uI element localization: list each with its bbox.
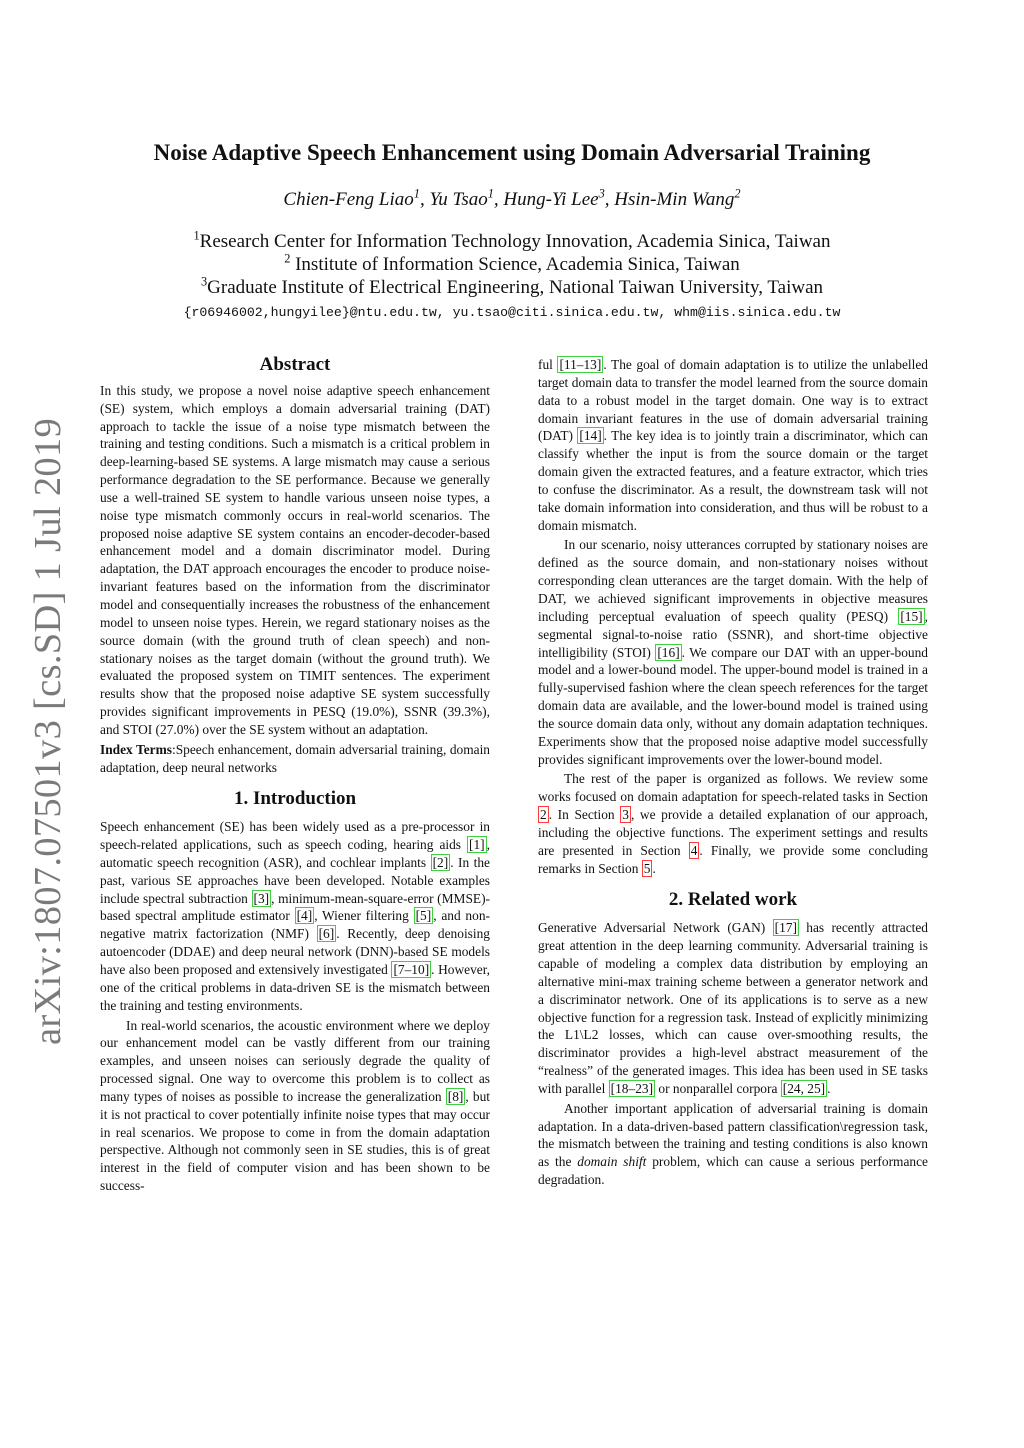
author: Hsin-Min Wang$^2$ <box>614 186 741 210</box>
affiliation: $^1$Research Center for Information Technology Innovation, Academia Sinica, Taiwan <box>193 228 831 252</box>
citation-link[interactable]: [1] <box>469 837 485 853</box>
intro-paragraph-1: Speech enhancement (SE) has been widely used as a pre-processor in speech-related applications, such as speech coding, hearing aids [1] , automatic speech recognition (ASR), and cochlear implants [2] . In the past, various SE approaches have been developed. Notable examples include spectral subtraction [3] , minimum-mean-square-error (MMSE)-based spectral amplitude estimator [4] , Wiener filtering [5] , and non-negative matrix factorization (NMF) [6] . Recently, deep denoising autoencoder (DDAE) and deep neural network (DNN)-based SE models have also been proposed and extensively investigated [7–10] . However, one of the critical problems in data-driven SE is the mismatch between the training and testing environments. <box>100 819 491 1013</box>
section-link[interactable]: 5 <box>643 860 651 876</box>
citation-link[interactable]: [3] <box>253 890 270 906</box>
abstract-heading: Abstract <box>259 354 331 375</box>
author: Yu Tsao$^1$, <box>429 186 504 210</box>
intro-paragraph-4: In our scenario, noisy utterances corrupted by stationary noises are defined as the source domain, and non-stationary noises without corresponding clean utterances are the target domain. With the help of DAT, we achieved significant improvements in objective measures including perceptual evaluation of speech quality (PESQ) [15] , segmental signal-to-noise ratio (SSNR), and short-time objective intelligibility (STOI) [16] . We compare our DAT with an upper-bound model and a lower-bound model. The upper-bound model is trained in a fully-supervised fashion where the clean speech references for the target domain data are available, and the lower-bound model is trained using the source domain data only, without any domain adaptation techniques. Experiments show that the proposed noise adaptive model successfully provides significant improvements over the lower-bound model. <box>538 537 929 767</box>
introduction-heading: 1. Introduction <box>233 788 357 810</box>
author: Chien-Feng Liao$^1$, <box>283 186 430 210</box>
citation-link[interactable]: [5] <box>415 908 432 924</box>
right-column <box>538 356 928 1189</box>
citation-link[interactable]: [6] <box>318 926 335 942</box>
abstract-text: In this study, we propose a novel noise adaptive speech enhancement (SE) system, which employs a domain adversarial training (DAT) approach to tackle the issue of a noise type mismatch between the training and testing conditions. Such a mismatch is a critical problem in deep-learning-based SE systems. A large mismatch may cause a serious performance degradation to the SE performance. Because we generally use a well-trained SE system to handle various unseen noise types, a noise type mismatch commonly occurs in real-world scenarios. The proposed noise adaptive SE system contains an encoder-decoder-based enhancement model and a domain discriminator model. During adaptation, the DAT approach encourages the encoder to produce noise-invariant features based on the information from the discriminator model and consequentially increases the robustness of the enhancement model to unseen noise types. Herein, we regard stationary noises as the source domain (with the ground truth of clean speech) and non-stationary noises as the target domain (without the ground truth). We evaluated the proposed system on TIMIT sentences. The experiment results show that the proposed noise adaptive SE system successfully provides significant improvements in PESQ (19.0%), SSNR (39.3%), and STOI (27.0%) over the SE system without an adaptation. <box>100 382 490 737</box>
citation-link[interactable]: [14] <box>579 428 602 444</box>
citation-link[interactable]: [24, 25] <box>782 1080 826 1096</box>
citation-link[interactable]: [17] <box>774 920 797 936</box>
citation-link[interactable]: [16] <box>657 644 680 660</box>
related-paragraph-1: Generative Adversarial Network (GAN) [17] has recently attracted great attention in the deep learning community. Adversarial training is capable of modeling a complex data distribution by employing an alternative mini-max training scheme between a generator network and a discriminator network. One of its applications is to serve as a new objective function for a regression task. Instead of explicitly minimizing the L1\L2 losses, which can cause over-smoothing results, the discriminator provides a high-level abstract measurement of the “realness” of the generated images. This idea has been used in SE tasks with parallel [18–23] or nonparallel corpora [24, 25] . <box>538 920 928 1096</box>
intro-paragraph-2: In real-world scenarios, the acoustic environment where we deploy our enhancement model can be vastly different from our training examples, and unseen noises can seriously degrade the quality of processed signal. One way to overcome this problem is to collect as many types of noises as possible to increase the generalization [8] , but it is not practical to cover potentially infinite noise types that may occur in real scenarios. We propose to come in from the domain adaptation perspective. Although not commonly seen in SE studies, this is of great interest in the field of computer vision and has been shown to be success- <box>100 1017 490 1194</box>
citation-link[interactable]: [15] <box>900 608 923 624</box>
index-terms: Index Terms:Speech enhancement, domain adversarial training, domain adaptation, deep neural networks <box>100 741 491 775</box>
citation-link[interactable]: [18–23] <box>610 1080 654 1096</box>
author-emails: {r06946002,hungyilee}@ntu.edu.tw, yu.tsao@citi.sinica.edu.tw, whm@iis.sinica.edu.tw <box>183 305 841 320</box>
arxiv-identifier: arXiv:1807.07501v3 [cs.SD] 1 Jul 2019 <box>27 417 69 1045</box>
intro-paragraph-5: The rest of the paper is organized as follows. We review some works focused on domain adaptation for speech-related tasks in Section 2 . In Section 3 , we provide a detailed explanation of our approach, including the objective functions. The experiment settings and results are presented in Section 4 . Finally, we provide some concluding remarks in Section 5 . <box>538 771 928 876</box>
paper-title: Noise Adaptive Speech Enhancement using Domain Adversarial Training <box>153 140 871 165</box>
affiliation: $^3$Graduate Institute of Electrical Engineering, National Taiwan University, Taiwan <box>200 274 824 298</box>
related-work-heading: 2. Related work <box>668 889 798 911</box>
citation-link[interactable]: [8] <box>447 1088 464 1104</box>
related-paragraph-2: Another important application of adversarial training is domain adaptation. In a data-driven-based pattern classification\regression task, the mismatch between the training and testing conditions is also known as the domain shift problem, which can cause a serious performance degradation. <box>538 1100 928 1188</box>
citation-link[interactable]: [11–13] <box>559 357 602 372</box>
citation-link[interactable]: [2] <box>432 854 449 870</box>
affiliation: $^2$ Institute of Information Science, Academia Sinica, Taiwan <box>284 251 740 275</box>
section-link[interactable]: 2 <box>540 807 547 823</box>
citation-link[interactable]: [4] <box>296 908 313 924</box>
author-list <box>0 186 1024 211</box>
author: Hung-Yi Lee$^3$, <box>503 186 615 210</box>
left-column <box>100 356 490 1195</box>
section-link[interactable]: 3 <box>622 807 629 823</box>
citation-link[interactable]: [7–10] <box>393 962 430 977</box>
section-link[interactable]: 4 <box>690 842 698 858</box>
intro-paragraph-3: ful [11–13] . The goal of domain adaptation is to utilize the unlabelled target domain data to transfer the model learned from the source domain data to a robust model in the target domain. One way is to extract domain invariant features in the use of domain adversarial training (DAT) [14] . The key idea is to jointly train a discriminator, which can classify whether the input is from the source domain or the target domain given the extracted features, and a feature extractor, which tries to confuse the discriminator. As a result, the downstream task will not take domain information into consideration, and thus will be robust to a domain mismatch. <box>538 357 928 533</box>
